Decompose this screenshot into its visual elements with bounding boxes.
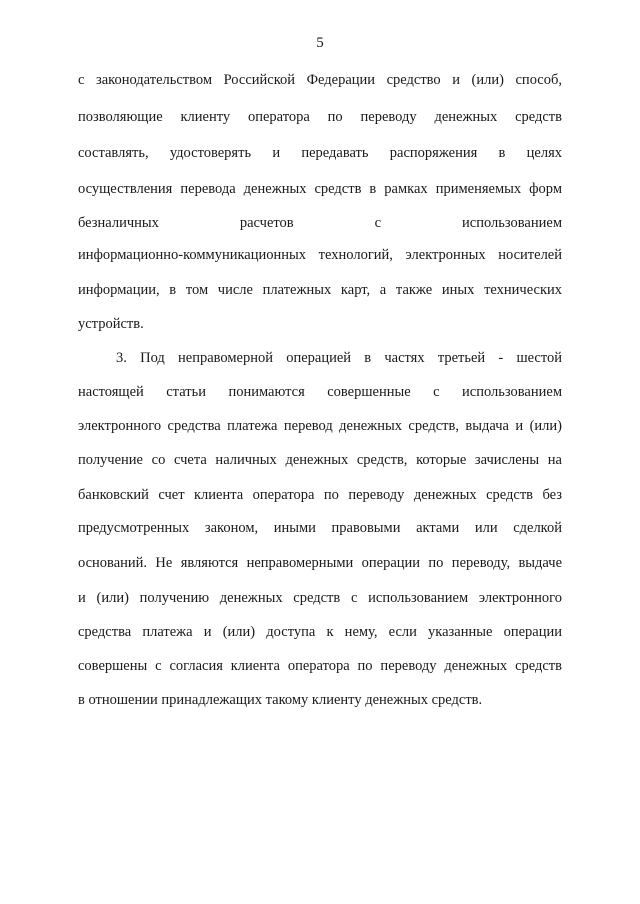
text-line: совершены с согласия клиента оператора по переводу денежных средств [78,658,562,674]
text-line: с законодательством Российской Федерации средство и (или) способ, [78,72,562,88]
text-line: составлять, удостоверять и передавать распоряжения в целях [78,145,562,161]
text-line: безналичных расчетов с использованием [78,215,562,231]
text-line: устройств. [78,316,144,332]
text-line: в отношении принадлежащих такому клиенту денежных средств. [78,692,483,708]
text-line: осуществления перевода денежных средств в рамках применяемых форм [78,181,562,197]
text-line: оснований. Не являются неправомерными операции по переводу, выдаче [78,555,562,571]
page-number: 5 [316,35,324,51]
text-line: и (или) получению денежных средств с использованием электронного [78,590,562,606]
text-line: позволяющие клиенту оператора по переводу денежных средств [78,109,562,125]
text-line: банковский счет клиента оператора по переводу денежных средств без [78,487,562,503]
text-line: получение со счета наличных денежных средств, которые зачислены на [78,452,562,468]
text-line: средства платежа и (или) доступа к нему, если указанные операции [78,624,562,640]
text-line: информационно-коммуникационных технологий, электронных носителей [78,247,562,263]
text-line: электронного средства платежа перевод денежных средств, выдача и (или) [78,418,562,434]
text-line: 3. Под неправомерной операцией в частях третьей - шестой [116,350,562,366]
text-line: предусмотренных законом, иными правовыми актами или сделкой [78,520,562,536]
text-line: информации, в том числе платежных карт, а также иных технических [78,282,562,298]
text-line: настоящей статьи понимаются совершенные с использованием [78,384,562,400]
